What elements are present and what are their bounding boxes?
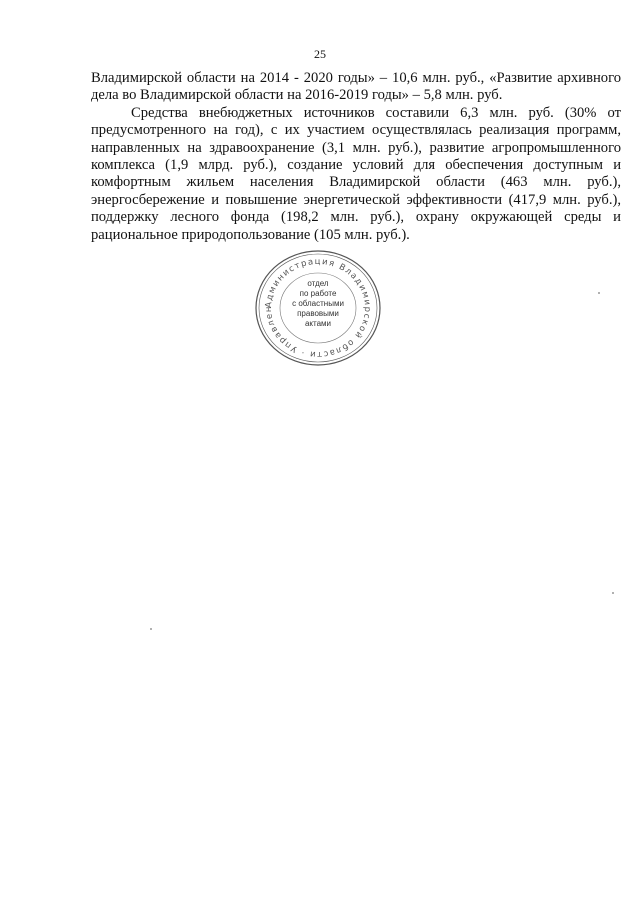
stamp-ring-text: Администрация Владимирской области · Управлен xyxy=(263,256,373,360)
stamp-line: правовыми xyxy=(297,309,339,318)
scan-speck xyxy=(598,292,600,294)
body-text xyxy=(91,70,621,244)
stamp-line: по работе xyxy=(299,289,337,298)
scan-speck xyxy=(150,628,152,630)
stamp-line: с областными xyxy=(292,299,344,308)
stamp-center-text xyxy=(254,279,382,329)
page-number: 25 xyxy=(314,47,326,61)
stamp-line: отдел xyxy=(307,279,329,288)
scan-speck xyxy=(612,592,614,594)
official-stamp xyxy=(254,249,382,367)
paragraph-extrabudgetary-funds: Средства внебюджетных источников составили 6,3 млн. руб. (30% от предусмотренного на год), с их участием осуществлялась реализация программ, направленных на здравоохранение (3,1 млн. руб.), развитие агропромышленного комплекса (1,9 млрд. руб.), создание условий для обеспечения доступным и комфортным жильем населения Владимирской области (463 млн. руб.), энергосбережение и повышение энергетической эффективности (417,9 млн. руб.), поддержку лесного фонда (198,2 млн. руб.), охрану окружающей среды и рациональное природопользование (105 млн. руб.). xyxy=(91,104,621,243)
stamp-line: актами xyxy=(304,319,332,328)
paragraph-continuation: Владимирской области на 2014 - 2020 годы» – 10,6 млн. руб., «Развитие архивного дела во Владимирской области на 2016-2019 годы» – 5,8 млн. руб. xyxy=(91,70,621,104)
